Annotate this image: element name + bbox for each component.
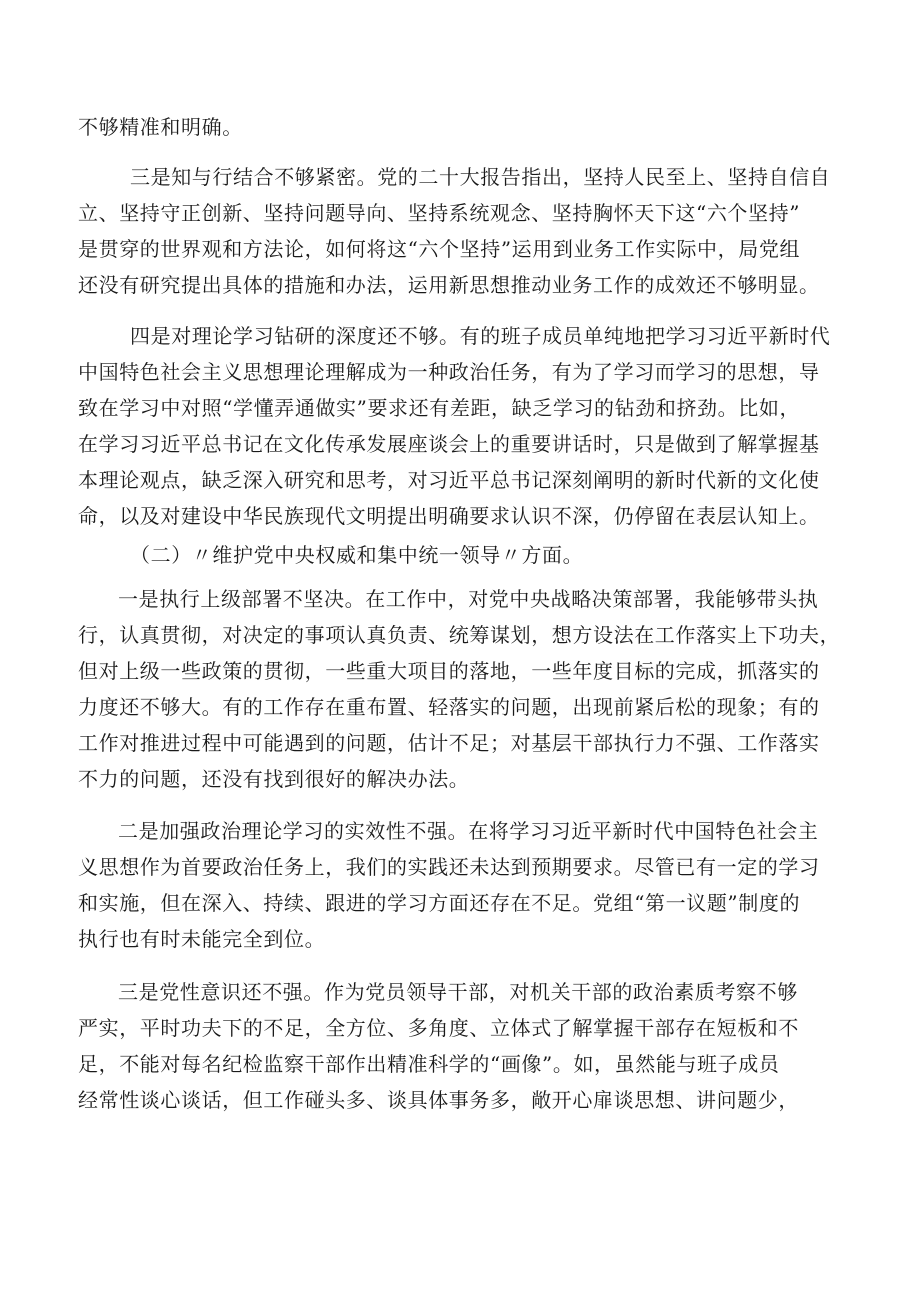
text-line: 和实施，但在深入、持续、跟进的学习方面还存在不足。党组“第一议题”制度的 xyxy=(78,891,801,915)
text-line: 执行也有时未能完全到位。 xyxy=(78,927,326,951)
text-line: 还没有研究提出具体的措施和办法，运用新思想推动业务工作的成效还不够明显。 xyxy=(78,273,820,297)
text-line: 三是知与行结合不够紧密。党的二十大报告指出，坚持人民至上、坚持自信自 xyxy=(130,165,831,189)
text-line: 是贯穿的世界观和方法论，如何将这“六个坚持”运用到业务工作实际中，局党组 xyxy=(78,237,801,261)
text-line: 一是执行上级部署不坚决。在工作中，对党中央战略决策部署，我能够带头执 xyxy=(118,587,819,611)
text-line: 工作对推进过程中可能遇到的问题，估计不足；对基层干部执行力不强、工作落实 xyxy=(78,731,820,755)
text-line: 力度还不够大。有的工作存在重布置、轻落实的问题，出现前紧后松的现象；有的 xyxy=(78,695,820,719)
text-line: 义思想作为首要政治任务上，我们的实践还未达到预期要求。尽管已有一定的学习 xyxy=(78,855,820,879)
text-line: 经常性谈心谈话，但工作碰头多、谈具体事务多，敞开心扉谈思想、讲问题少， xyxy=(78,1088,799,1112)
text-line: 在学习习近平总书记在文化传承发展座谈会上的重要讲话时，只是做到了解掌握基 xyxy=(78,432,820,456)
text-line: 严实，平时功夫下的不足，全方位、多角度、立体式了解掌握干部存在短板和不 xyxy=(78,1016,799,1040)
text-line: 命，以及对建设中华民族现代文明提出明确要求认识不深，仍停留在表层认知上。 xyxy=(78,504,820,528)
text-line: 行，认真贯彻，对决定的事项认真负责、统筹谋划，想方设法在工作落实上下功夫， xyxy=(78,623,841,647)
text-line: 但对上级一些政策的贯彻，一些重大项目的落地，一些年度目标的完成，抓落实的 xyxy=(78,659,820,683)
text-line: 不够精准和明确。 xyxy=(78,115,243,139)
text-line: 三是党性意识还不强。作为党员领导干部，对机关干部的政治素质考察不够 xyxy=(118,980,798,1004)
text-line: 四是对理论学习钻研的深度还不够。有的班子成员单纯地把学习习近平新时代 xyxy=(130,324,831,348)
text-line: 二是加强政治理论学习的实效性不强。在将学习习近平新时代中国特色社会主 xyxy=(118,819,819,843)
text-line: 立、坚持守正创新、坚持问题导向、坚持系统观念、坚持胸怀天下这“六个坚持” xyxy=(78,201,801,225)
section-heading: （二）〃维护党中央权威和集中统一领导〃方面。 xyxy=(130,543,584,567)
text-line: 本理论观点，缺乏深入研究和思考，对习近平总书记深刻阐明的新时代新的文化使 xyxy=(78,468,820,492)
text-line: 不力的问题，还没有找到很好的解决办法。 xyxy=(78,767,470,791)
text-line: 致在学习中对照“学懂弄通做实”要求还有差距，缺乏学习的钻劲和挤劲。比如， xyxy=(78,396,801,420)
text-line: 中国特色社会主义思想理论理解成为一种政治任务，有为了学习而学习的思想，导 xyxy=(78,360,820,384)
text-line: 足，不能对每名纪检监察干部作出精准科学的“画像”。如，虽然能与班子成员 xyxy=(78,1052,780,1076)
